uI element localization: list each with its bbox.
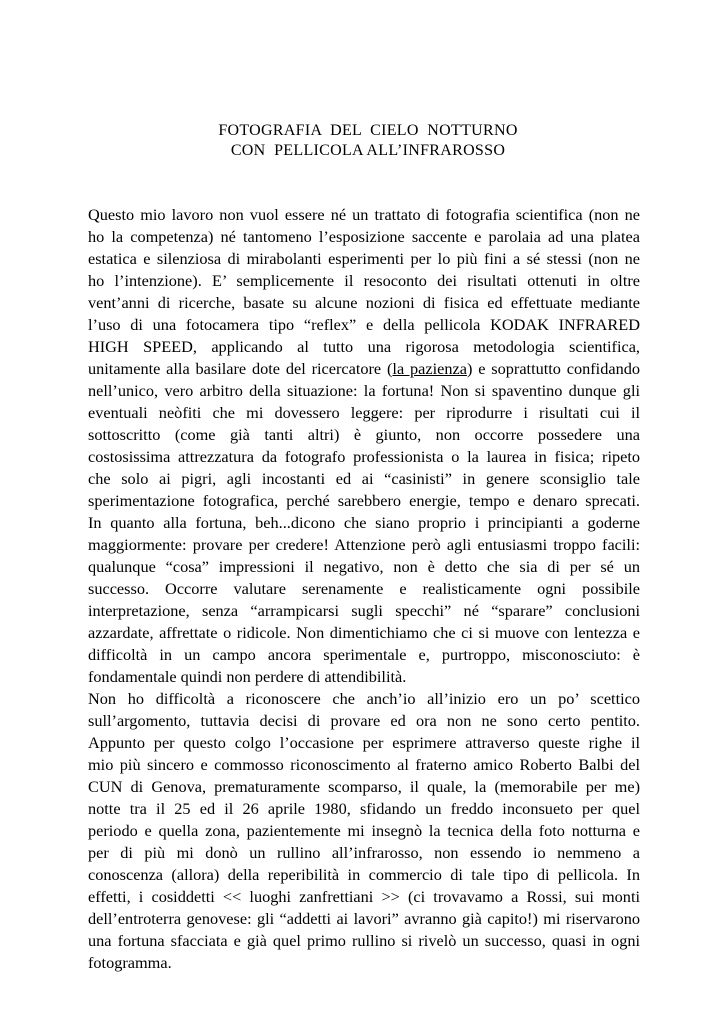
text-line: conoscenza (allora) della reperibilità in commercio di tale tipo di pellicola. In [88, 865, 640, 884]
text-line: successo. Occorre valutare serenamente e realisticamente ogni possibile [88, 579, 640, 598]
text-line: effetti, i cosiddetti << luoghi zanfrettiani >> (ci trovavamo a Rossi, sui monti [88, 887, 640, 906]
text-line: sottoscritto (come già tanti altri) è giunto, non occorre possedere una [88, 425, 640, 444]
text-line: Non ho difficoltà a riconoscere che anch’io all’inizio ero un po’ scettico [88, 689, 640, 708]
text-line: fondamentale quindi non perdere di attendibilità. [88, 667, 407, 686]
text-line: fotogramma. [88, 953, 172, 972]
text-segment: ) e soprattutto confidando [466, 359, 640, 378]
text-line: ho l’intenzione). E’ semplicemente il resoconto dei risultati ottenuti in oltre [88, 271, 640, 290]
text-line: sull’argomento, tuttavia decisi di provare ed ora non ne sono certo pentito. [88, 711, 640, 730]
text-line: periodo e quella zona, pazientemente mi insegnò la tecnica della foto notturna e [88, 821, 640, 840]
text-line: l’uso di una fotocamera tipo “reflex” e della pellicola KODAK INFRARED [88, 315, 640, 334]
text-line: ho la competenza) né tantomeno l’esposizione saccente e parolaia ad una platea [88, 227, 640, 246]
text-line: estatica e silenziosa di mirabolanti esperimenti per lo più fini a sé stessi (non ne [88, 249, 640, 268]
text-line: costosissima attrezzatura da fotografo professionista o la laurea in fisica; ripeto [88, 447, 640, 466]
text-line: maggiormente: provare per credere! Attenzione però agli entusiasmi troppo facili: [88, 535, 640, 554]
text-line-with-underline [88, 358, 640, 380]
text-line: che solo ai pigri, agli incostanti ed ai “casinisti” in genere sconsiglio tale [88, 469, 640, 488]
title-line-1: FOTOGRAFIA DEL CIELO NOTTURNO [218, 122, 518, 139]
text-line: eventuali neòfiti che mi dovessero leggere: per riprodurre i risultati cui il [88, 403, 640, 422]
text-line: qualunque “cosa” impressioni il negativo, non è detto che sia di per sé un [88, 557, 640, 576]
text-line: Appunto per questo colgo l’occasione per esprimere attraverso queste righe il [88, 733, 640, 752]
text-line: dell’entroterra genovese: gli “addetti ai lavori” avranno già capito!) mi riservarono [88, 909, 640, 928]
underlined-phrase: la pazienza [392, 359, 467, 378]
text-line: interpretazione, senza “arrampicarsi sugli specchi” né “sparare” conclusioni [88, 601, 640, 620]
text-line: vent’anni di ricerche, basate su alcune nozioni di fisica ed effettuate mediante [88, 293, 640, 312]
text-line: difficoltà in un campo ancora sperimentale e, purtroppo, misconosciuto: è [88, 645, 640, 664]
text-line: notte tra il 25 ed il 26 aprile 1980, sfidando un freddo inconsueto per quel [88, 799, 640, 818]
text-line: mio più sincero e commosso riconoscimento al fraterno amico Roberto Balbi del [88, 755, 640, 774]
text-line: per di più mi donò un rullino all’infrarosso, non essendo io nemmeno a [88, 843, 640, 862]
body-text [88, 204, 640, 974]
document-title [0, 121, 725, 161]
text-line: azzardate, affrettate o ridicole. Non dimentichiamo che ci si muove con lentezza e [88, 623, 640, 642]
text-segment: unitamente alla basilare dote del ricercatore ( [88, 359, 393, 378]
text-line: nell’unico, vero arbitro della situazione: la fortuna! Non si spaventino dunque gli [88, 381, 640, 400]
text-line: sperimentazione fotografica, perché sarebbero energie, tempo e denaro sprecati. [88, 491, 640, 510]
text-line: Questo mio lavoro non vuol essere né un trattato di fotografia scientifica (non ne [88, 205, 640, 224]
text-line: CUN di Genova, prematuramente scomparso, il quale, la (memorabile per me) [88, 777, 640, 796]
title-line-2: CON PELLICOLA ALL’INFRAROSSO [230, 142, 506, 159]
text-line: HIGH SPEED, applicando al tutto una rigorosa metodologia scientifica, [88, 337, 640, 356]
text-line: una fortuna sfacciata e già quel primo rullino si rivelò un successo, quasi in ogni [88, 931, 640, 950]
text-line: In quanto alla fortuna, beh...dicono che siano proprio i principianti a goderne [88, 513, 640, 532]
